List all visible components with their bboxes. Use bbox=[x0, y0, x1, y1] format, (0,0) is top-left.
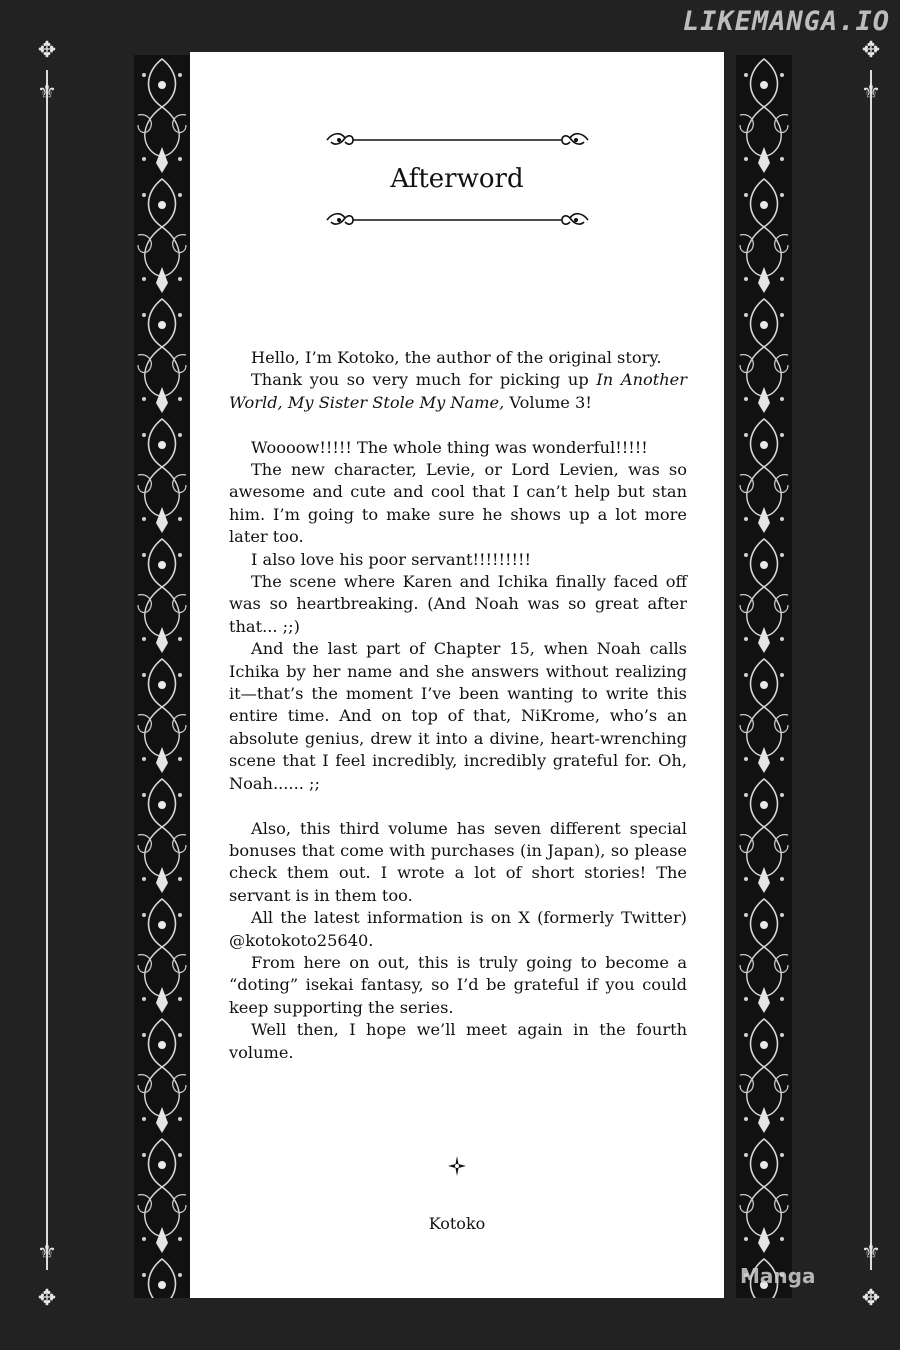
paragraph-text: Woooow!!!!! The whole thing was wonderful!!!!! bbox=[251, 437, 648, 457]
star-ornament-icon bbox=[448, 1156, 466, 1176]
site-watermark: LIKEMANGA.IO bbox=[682, 6, 890, 37]
paragraph-text: I also love his poor servant!!!!!!!!! bbox=[251, 549, 532, 569]
page-title: Afterword bbox=[390, 164, 524, 194]
paragraph-gap bbox=[229, 414, 687, 436]
scroll-divider-icon bbox=[325, 130, 590, 150]
paragraph-text: Also, this third volume has seven different special bonuses that come with purchases (in Japan), so please check them out. I wrote a lot of short stories! The servant is in them too. bbox=[229, 818, 687, 905]
fleur-de-lis-icon: ⚜ bbox=[37, 1240, 57, 1265]
left-filigree-border bbox=[134, 55, 190, 1298]
paragraph-text: Thank you so very much for picking up bbox=[251, 370, 597, 390]
paragraph-text: Volume 3! bbox=[504, 392, 592, 412]
right-border-line bbox=[870, 70, 872, 1270]
paragraph-gap bbox=[229, 795, 687, 817]
paragraph bbox=[229, 907, 687, 952]
right-filigree-border bbox=[736, 55, 792, 1298]
paragraph bbox=[229, 437, 687, 459]
afterword-body bbox=[229, 347, 687, 1064]
fleur-de-lis-icon: ⚜ bbox=[861, 80, 881, 105]
scroll-divider-icon bbox=[325, 210, 590, 230]
fleur-de-lis-icon: ⚜ bbox=[37, 80, 57, 105]
paragraph-text: The scene where Karen and Ichika finally faced off was so heartbreaking. (And Noah was so great after that... ;;) bbox=[229, 572, 687, 636]
author-signature: Kotoko bbox=[428, 1214, 486, 1233]
fleur-de-lis-icon: ⚜ bbox=[861, 1240, 881, 1265]
corner-fleur-icon: ✥ bbox=[37, 38, 57, 63]
paragraph bbox=[229, 1019, 687, 1064]
paragraph bbox=[229, 638, 687, 795]
paragraph bbox=[229, 347, 687, 369]
paragraph bbox=[229, 369, 687, 414]
book-title-text: In Another World, My Sister Stole My Name, bbox=[229, 370, 687, 412]
paragraph bbox=[229, 571, 687, 638]
paragraph-text: Hello, I’m Kotoko, the author of the original story. bbox=[251, 348, 662, 367]
corner-fleur-icon: ✥ bbox=[861, 38, 881, 63]
manga-brand-watermark: Manga bbox=[740, 1264, 816, 1288]
corner-fleur-icon: ✥ bbox=[37, 1286, 57, 1311]
corner-fleur-icon: ✥ bbox=[861, 1286, 881, 1311]
left-border-line bbox=[46, 70, 48, 1270]
paragraph-text: From here on out, this is truly going to become a “doting” isekai fantasy, so I’d be grateful if you could keep supporting the series. bbox=[229, 952, 687, 1017]
paragraph bbox=[229, 818, 687, 908]
paragraph-text: The new character, Levie, or Lord Levien, was so awesome and cute and cool that I can’t help but stan him. I’m going to make sure he shows up a lot more later too. bbox=[229, 460, 687, 547]
afterword-page bbox=[190, 52, 724, 1298]
paragraph bbox=[229, 952, 687, 1019]
paragraph bbox=[229, 549, 687, 571]
paragraph bbox=[229, 459, 687, 549]
paragraph-text: And the last part of Chapter 15, when Noah calls Ichika by her name and she answers without realizing it—that’s the moment I’ve been wanting to write this entire time. And on top of that, NiKrome, who’s an absolute genius, drew it into a divine, heart-wrenching scene that I feel incredibly, incredibly grateful for. Oh, Noah...... ;; bbox=[229, 639, 687, 793]
paragraph-text: Well then, I hope we’ll meet again in the fourth volume. bbox=[229, 1020, 687, 1062]
paragraph-text: All the latest information is on X (formerly Twitter) @kotokoto25640. bbox=[229, 908, 687, 950]
